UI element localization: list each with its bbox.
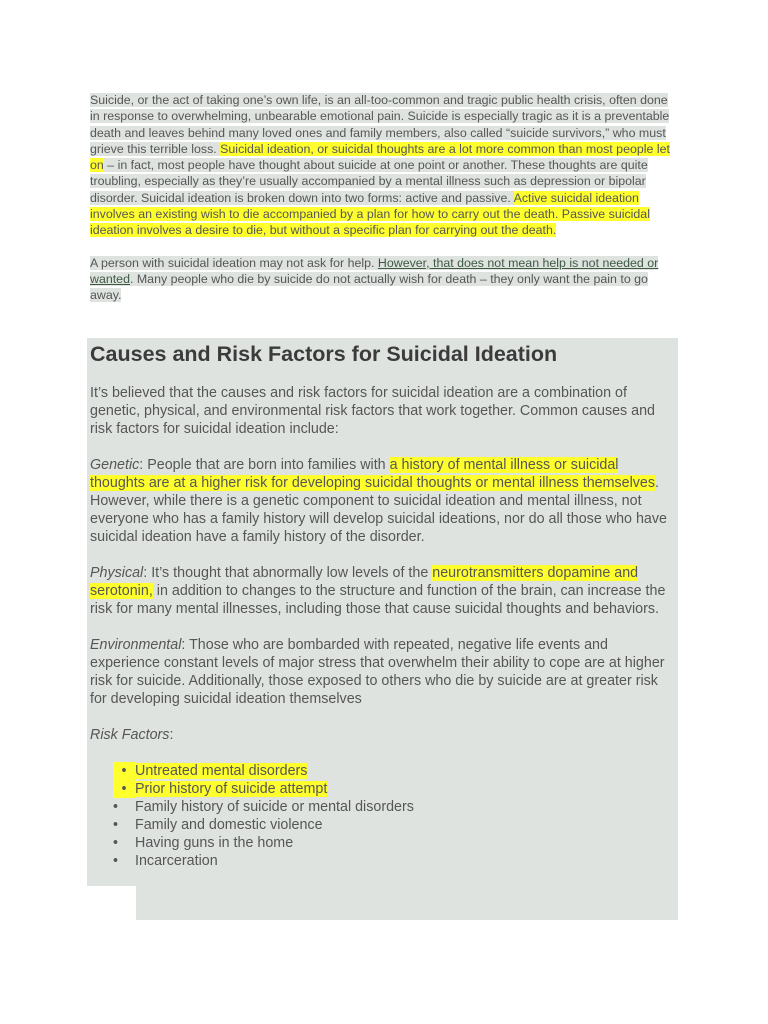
- highlight-neurotransmitters: neurotransmitters dopamine and serotonin,: [90, 565, 639, 599]
- physical-text-b: in addition to changes to the structure and function of the brain, can increase the risk for many mental illnesses, including those that cause suicidal thoughts and behaviors.: [90, 583, 666, 617]
- bullet-icon: •: [113, 835, 119, 851]
- physical-label: Physical: [90, 565, 144, 581]
- bullet-icon: •: [113, 799, 119, 815]
- list-item-label: Family and domestic violence: [135, 817, 323, 833]
- intro-text-b: – in fact, most people have thought about suicide at one point or another. These thoughts are quite troubling, especially as they’re usually accompanied by a mental illness such as depression or bipolar disorder. Suicidal ideation is broken down into two forms: active and passive.: [90, 158, 648, 205]
- physical-paragraph: [90, 564, 676, 618]
- list-item-label: Prior history of suicide attempt: [135, 781, 328, 797]
- list-item: [90, 834, 676, 852]
- bullet-icon: •: [113, 762, 135, 780]
- list-item-label: Untreated mental disorders: [135, 763, 308, 779]
- intro-text-d: . Many people who die by suicide do not actually wish for death – they only want the pain to go away.: [90, 271, 648, 303]
- list-item-label: Family history of suicide or mental disorders: [135, 799, 414, 815]
- highlight-active-passive: Active suicidal ideation involves an existing wish to die accompanied by a plan for how to carry out the death. Passive suicidal ideation involves a desire to die, but without a specific plan for carrying out the death.: [90, 190, 650, 238]
- intro-paragraph-2: [90, 255, 680, 304]
- highlight-suicidal-thoughts: Suicidal ideation, or suicidal thoughts are a lot more common than most people let on: [90, 141, 670, 173]
- highlight-genetic: a history of mental illness or suicidal thoughts are at a higher risk for developing suicidal thoughts or mental illness themselves: [90, 457, 656, 491]
- genetic-label: Genetic: [90, 457, 140, 473]
- causes-section: [90, 338, 676, 870]
- physical-text-a: : It’s thought that abnormally low levels of the: [143, 565, 433, 581]
- list-item: [90, 852, 676, 870]
- bullet-icon: •: [113, 780, 135, 798]
- bullet-icon: •: [113, 817, 119, 833]
- list-item: [90, 780, 676, 798]
- section-background-tail: [136, 886, 678, 920]
- list-item: [90, 816, 676, 834]
- intro-text: [90, 92, 680, 304]
- help-link[interactable]: However, that does not mean help is not needed or wanted: [90, 255, 659, 286]
- genetic-text-a: : People that are born into families with: [139, 457, 390, 473]
- intro-text-c: A person with suicidal ideation may not ask for help.: [90, 255, 378, 270]
- intro-text-a: Suicide, or the act of taking one’s own life, is an all-too-common and tragic public health crisis, often done in response to overwhelming, unbearable emotional pain. Suicide is especially tragic as it is a preventable death and leaves behind many loved ones and family members, also called “suicide survivors,” who must grieve this terrible loss.: [90, 93, 670, 156]
- environmental-text: : Those who are bombarded with repeated, negative life events and experience constant levels of major stress that overwhelm their ability to cope are at higher risk for suicide. Additionally, those exposed to others who die by suicide are at greater risk for developing suicidal ideation themselves: [90, 637, 665, 707]
- risk-factors-colon: :: [169, 727, 174, 743]
- section-title: Causes and Risk Factors for Suicidal Ideation: [90, 342, 558, 366]
- environmental-paragraph: [90, 636, 676, 708]
- risk-factors-label: Risk Factors: [90, 727, 170, 743]
- list-item-label: Having guns in the home: [135, 835, 294, 851]
- risk-factors-heading: [90, 726, 676, 744]
- genetic-text-b: . However, while there is a genetic component to suicidal ideation and mental illness, not everyone who has a family history will develop suicidal ideations, nor do all those who have suicidal ideation have a family history of the disorder.: [90, 475, 667, 545]
- environmental-label: Environmental: [90, 637, 182, 653]
- list-item: [90, 798, 676, 816]
- section-intro: It’s believed that the causes and risk factors for suicidal ideation are a combination of genetic, physical, and environmental risk factors that work together. Common causes and risk factors for suicidal ideation include:: [90, 385, 656, 437]
- list-item-label: Incarceration: [135, 853, 218, 869]
- list-item: [90, 762, 676, 780]
- genetic-paragraph: [90, 456, 676, 546]
- risk-factors-list: [90, 762, 676, 870]
- bullet-icon: •: [113, 853, 119, 869]
- intro-paragraph-1: [90, 92, 680, 239]
